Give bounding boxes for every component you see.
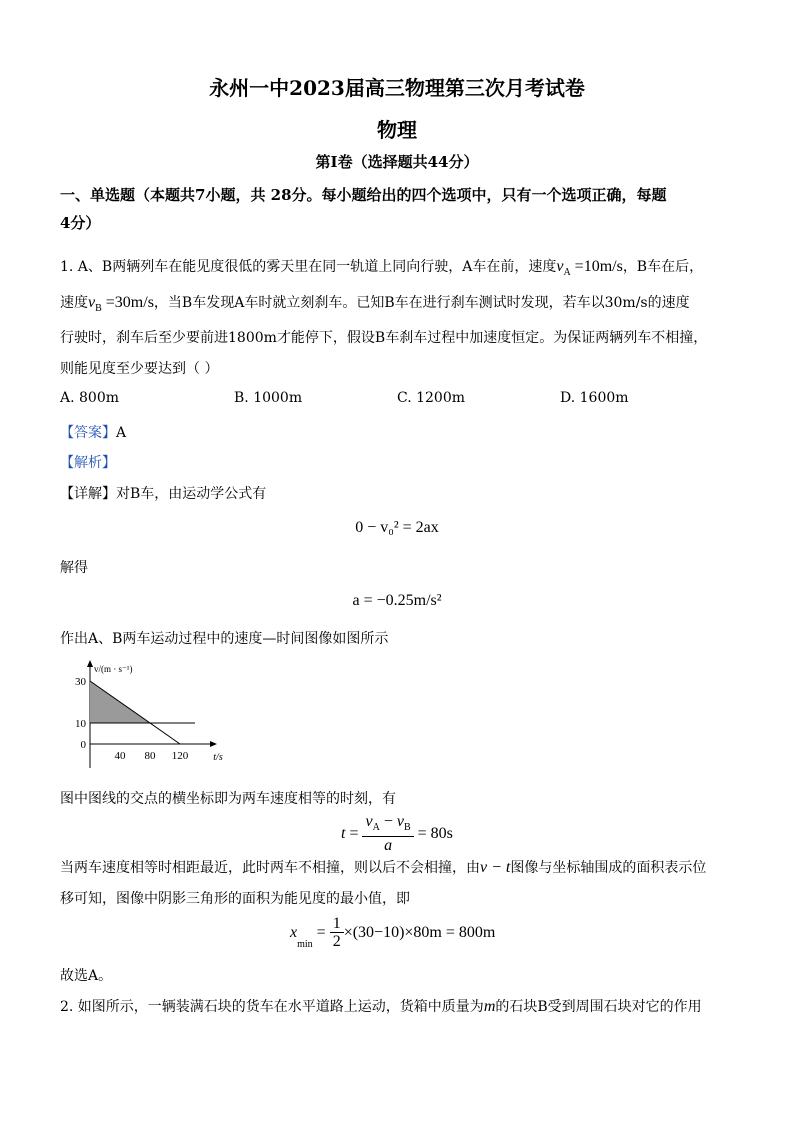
x-tick-label-40: 40 <box>114 750 126 762</box>
conclusion: 故选A。 <box>60 968 113 984</box>
q1-line2 <box>60 292 690 314</box>
y-tick-label-10: 10 <box>75 718 86 730</box>
va-equation: $v_A =10m/s$ <box>556 258 623 279</box>
x-axis-arrow <box>210 741 217 747</box>
q1-line1 <box>60 256 703 278</box>
y-tick-label-0: 0 <box>80 739 86 751</box>
subject-title: 物理 <box>377 118 417 142</box>
option-d: D. 1600m <box>560 390 629 406</box>
intersect-text: 图中图线的交点的横坐标即为两车速度相等的时刻，有 <box>60 791 396 807</box>
volume-title: 第I卷（选择题共44分） <box>315 153 479 171</box>
solve-label: 解得 <box>60 560 88 576</box>
equation-3: t = $\frac{v_A - v_B}{a}$ = 80s <box>341 813 453 855</box>
option-c: C. 1200m <box>397 390 466 406</box>
q2-line1 <box>60 996 702 1016</box>
x-tick-label-80: 80 <box>144 750 156 762</box>
vt-symbol: v − t <box>480 859 511 876</box>
detail-tag: 【详解】 <box>60 486 116 502</box>
analysis-tag: 【解析】 <box>60 455 116 471</box>
q2-line1-tail: 的石块B受到周围石块对它的作用 <box>495 999 702 1015</box>
detail-line <box>60 483 266 503</box>
graph-intro: 作出A、B两车运动过程中的速度—时间图像如图所示 <box>60 631 389 647</box>
y-axis-label: v/(m · s⁻¹) <box>94 664 133 674</box>
q1-line1-tail: ，B车在后， <box>622 259 704 275</box>
closest-line1-text: 当两车速度相等时相距最近，此时两车不相撞，则以后不会相撞，由 <box>60 860 480 876</box>
q1-line2-text: 速度 <box>60 295 88 311</box>
section-heading-line1: 一、单选题（本题共7小题，共 28分。每小题给出的四个选项中，只有一个选项正确，每题 <box>60 186 667 204</box>
q1-line2-tail: ，当B车发现A车时就立刻刹车。已知B车在进行刹车测试时发现，若车以30m/s的速度 <box>153 295 690 311</box>
equation-1: 0 − v₀² = 2ax <box>355 519 439 536</box>
q2-line1-text: 2. 如图所示，一辆装满石块的货车在水平道路上运动，货箱中质量为 <box>60 999 484 1015</box>
q1-line3: 行驶时，刹车后至少要前进1800m才能停下，假设B车刹车过程中加速度恒定。为保证两辆列车不相撞， <box>60 330 708 346</box>
closest-line2: 移可知，图像中阴影三角形的面积为能见度的最小值，即 <box>60 891 410 907</box>
mass-symbol: m <box>483 998 496 1015</box>
closest-line1 <box>60 857 706 877</box>
equation-4: x $_{min}$ = $\frac{1}{2}$ ×(30−10)×80m = 800m <box>290 915 496 950</box>
q1-line4: 则能见度至少要达到（ ） <box>60 361 219 377</box>
x-tick-label-120: 120 <box>171 750 189 762</box>
answer-line <box>60 422 126 442</box>
vb-equation: $v_B =30m/s$ <box>88 294 154 315</box>
detail-text: 对B车，由运动学公式有 <box>116 486 267 502</box>
answer-value: A <box>116 425 127 441</box>
equation-2: a = −0.25m/s² <box>352 592 442 609</box>
answer-tag: 【答案】 <box>60 425 116 441</box>
y-tick-label-30: 30 <box>75 676 86 688</box>
exam-title: 永州一中2023届高三物理第三次月考试卷 <box>209 76 585 100</box>
closest-line1-tail: 图像与坐标轴围成的面积表示位 <box>510 860 707 876</box>
option-b: B. 1000m <box>234 390 303 406</box>
y-axis-arrow <box>87 660 93 667</box>
section-heading-line2: 4分） <box>60 214 101 232</box>
vt-graph <box>68 658 238 773</box>
q1-line1-text: 1. A、B两辆列车在能见度很低的雾天里在同一轨道上同向行驶，A车在前，速度 <box>60 259 557 275</box>
x-axis-label: t/s <box>213 752 223 763</box>
option-a: A. 800m <box>60 390 120 406</box>
